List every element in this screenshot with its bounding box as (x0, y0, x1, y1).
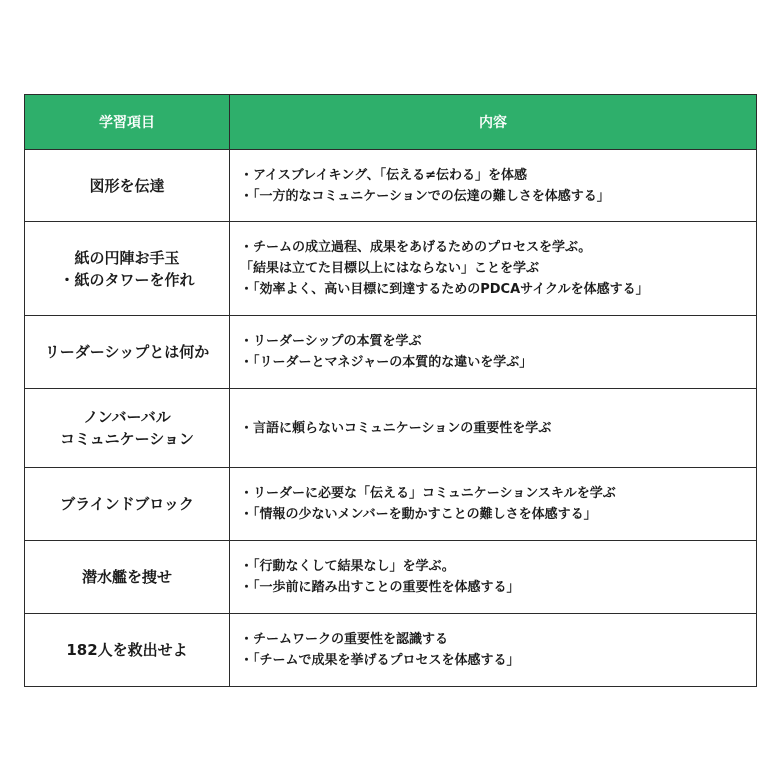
content-line: 「結果は立てた目標以上にはならない」ことを学ぶ (240, 261, 540, 276)
content-line: ・「効率よく、高い目標に到達するためのPDCAサイクルを体感する」 (240, 282, 649, 297)
content-line: ・チームの成立過程、成果をあげるためのプロセスを学ぶ。 (240, 240, 592, 255)
content-cell (230, 222, 757, 316)
content-line: ・「行動なくして結果なし」を学ぶ。 (240, 559, 455, 574)
content-cell (230, 614, 757, 687)
header-item: 学習項目 (25, 95, 230, 150)
item-name: ブラインドブロック (60, 495, 194, 513)
content-line: ・「情報の少ないメンバーを動かすことの難しさを体感する」 (240, 507, 597, 522)
item-name: 図形を伝達 (89, 176, 165, 195)
table-row (25, 316, 757, 389)
header-content: 内容 (230, 95, 757, 150)
item-cell (25, 316, 230, 389)
item-name: 182人を救出せよ (66, 641, 188, 659)
content-cell (230, 150, 757, 222)
content-line: ・アイスブレイキング、「伝える≠伝わる」を体感 (240, 167, 528, 183)
content-line: ・「一歩前に踏み出すことの重要性を体感する」 (240, 580, 520, 595)
item-cell (25, 150, 230, 222)
item-name: ・紙のタワーを作れ (59, 270, 195, 289)
content-line: ・リーダーに必要な「伝える」コミュニケーションスキルを学ぶ (240, 486, 616, 501)
content-line: ・言語に頼らないコミュニケーションの重要性を学ぶ (240, 420, 552, 436)
item-name: 紙の円陣お手玉 (74, 248, 180, 267)
table-header-row (25, 95, 757, 150)
item-cell (25, 468, 230, 541)
item-cell (25, 614, 230, 687)
content-line: ・チームワークの重要性を認識する (240, 632, 449, 647)
item-name: リーダーシップとは何か (44, 343, 210, 361)
table-row (25, 150, 757, 222)
content-line: ・「一方的なコミュニケーションでの伝達の難しさを体感する」 (240, 188, 610, 204)
content-line: ・リーダーシップの本質を学ぶ (240, 334, 422, 349)
item-name: コミュニケーション (59, 430, 195, 448)
item-name: 潜水艦を捜せ (81, 568, 172, 586)
item-cell (25, 389, 230, 468)
item-cell (25, 222, 230, 316)
table-row (25, 389, 757, 468)
table-row (25, 614, 757, 687)
table-row (25, 222, 757, 316)
content-line: ・「チームで成果を挙げるプロセスを体感する」 (240, 653, 520, 668)
table-row (25, 468, 757, 541)
item-name: ノンバーバル (83, 408, 171, 426)
curriculum-table (24, 94, 757, 687)
item-cell (25, 541, 230, 614)
content-cell (230, 389, 757, 468)
table-row (25, 541, 757, 614)
content-cell (230, 541, 757, 614)
content-cell (230, 316, 757, 389)
content-cell (230, 468, 757, 541)
content-line: ・「リーダーとマネジャーの本質的な違いを学ぶ」 (240, 355, 533, 370)
